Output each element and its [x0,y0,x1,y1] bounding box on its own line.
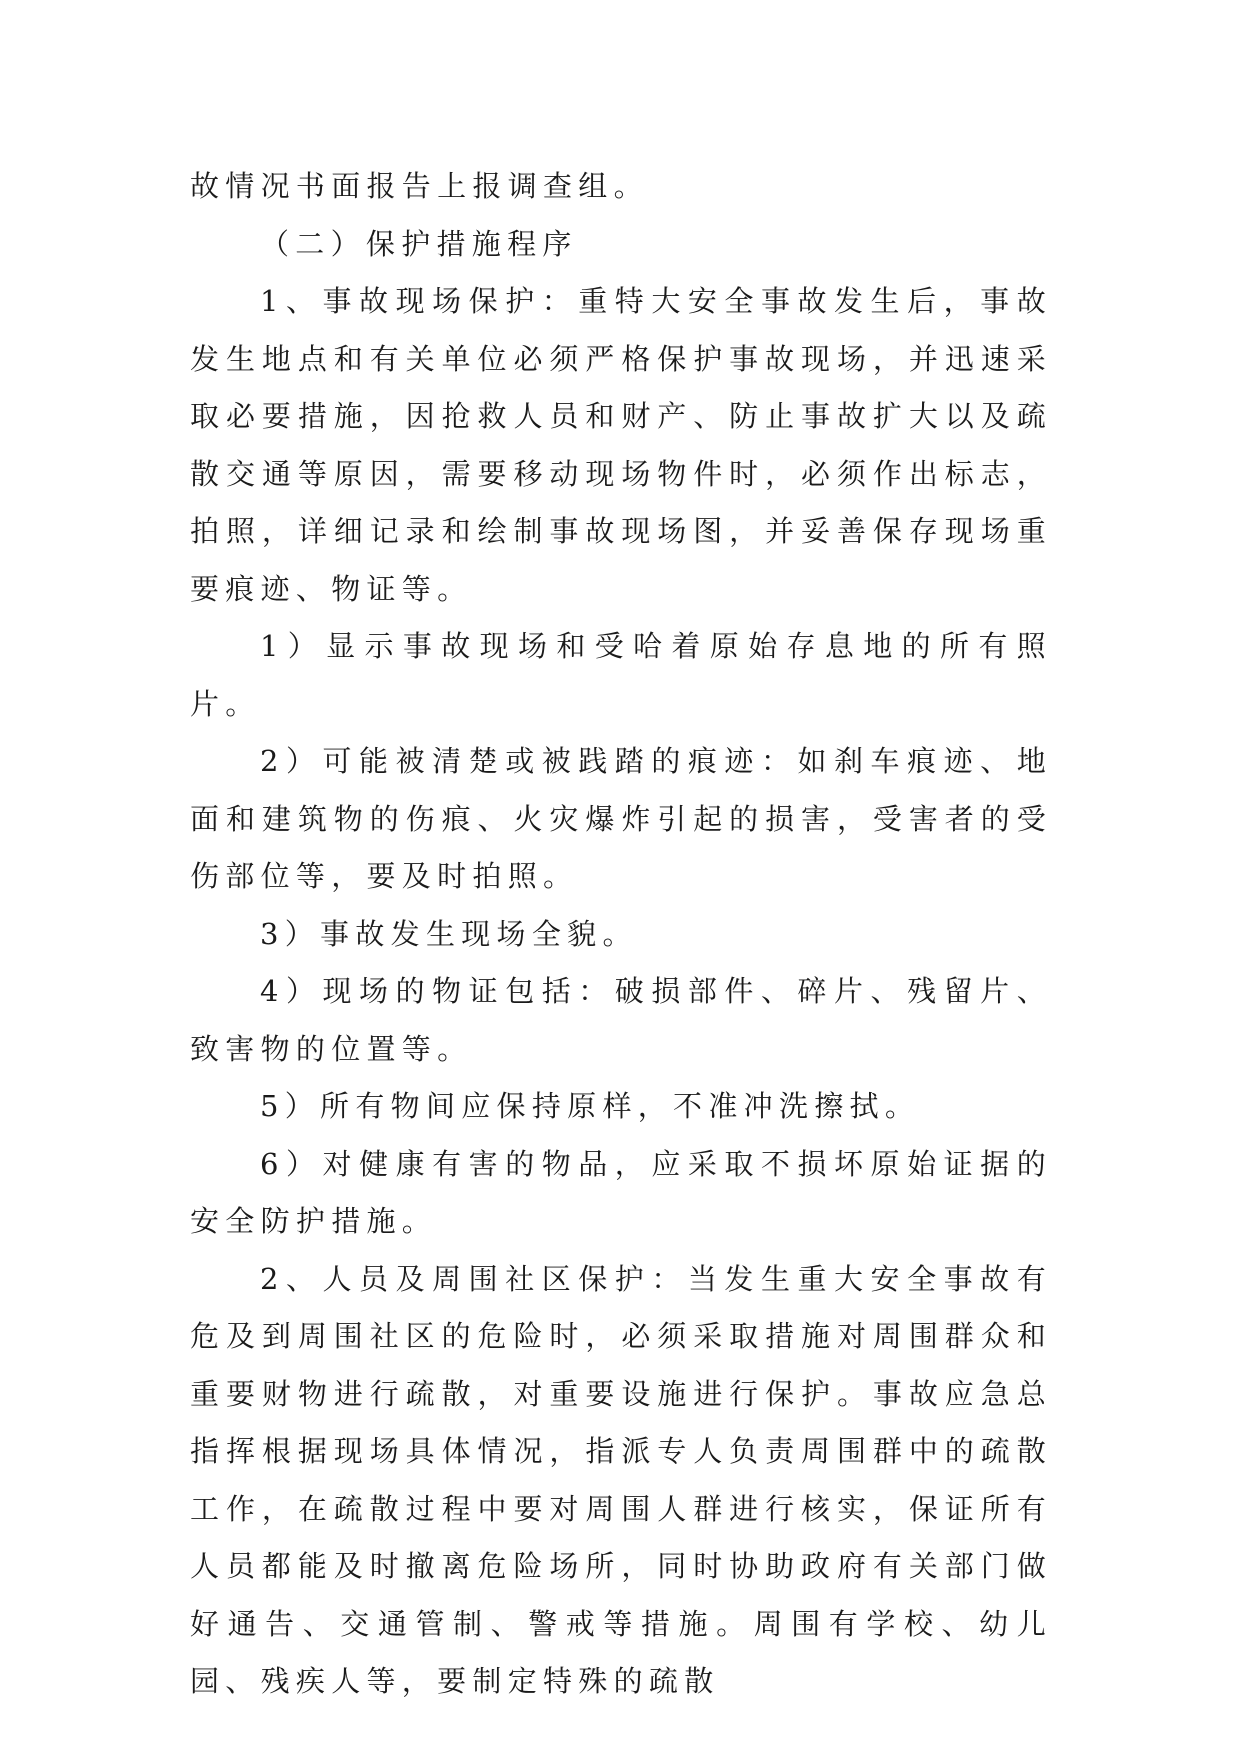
list-item-6: 6）对健康有害的物品，应采取不损坏原始证据的安全防护措施。 [190,1146,1052,1238]
paragraph-continuation: 故情况书面报告上报调查组。 [190,169,649,203]
section-heading-protection-procedures: （二）保护措施程序 [260,226,578,261]
list-item-1: 1）显示事故现场和受哈着原始存息地的所有照片。 [190,629,1052,721]
list-item-4: 4）现场的物证包括：破损部件、碎片、残留片、致害物的位置等。 [190,974,1052,1066]
list-item-5: 5）所有物间应保持原样，不准冲洗擦拭。 [260,1089,921,1123]
paragraph-scene-protection: 1、事故现场保护：重特大安全事故发生后，事故发生地点和有关单位必须严格保护事故现场，并迅速采取必要措施，因抢救人员和财产、防止事故扩大以及疏散交通等原因，需要移动现场物件时，必须作出标志，拍照，详细记录和绘制事故现场图，并妥善保存现场重要痕迹、物证等。 [190,284,1052,606]
paragraph-community-protection: 2、人员及周围社区保护：当发生重大安全事故有危及到周围社区的危险时，必须采取措施对周围群众和重要财物进行疏散，对重要设施进行保护。事故应急总指挥根据现场具体情况，指派专人负责周围群中的疏散工作，在疏散过程中要对周围人群进行核实，保证所有人员都能及时撤离危险场所，同时协助政府有关部门做好通告、交通管制、警戒等措施。周围有学校、幼儿园、残疾人等，要制定特殊的疏散 [190,1261,1052,1698]
list-item-2: 2）可能被清楚或被践踏的痕迹：如刹车痕迹、地面和建筑物的伤痕、火灾爆炸引起的损害，受害者的受伤部位等，要及时拍照。 [190,744,1052,893]
document-body [190,158,1052,1711]
list-item-3: 3）事故发生现场全貌。 [260,916,638,951]
